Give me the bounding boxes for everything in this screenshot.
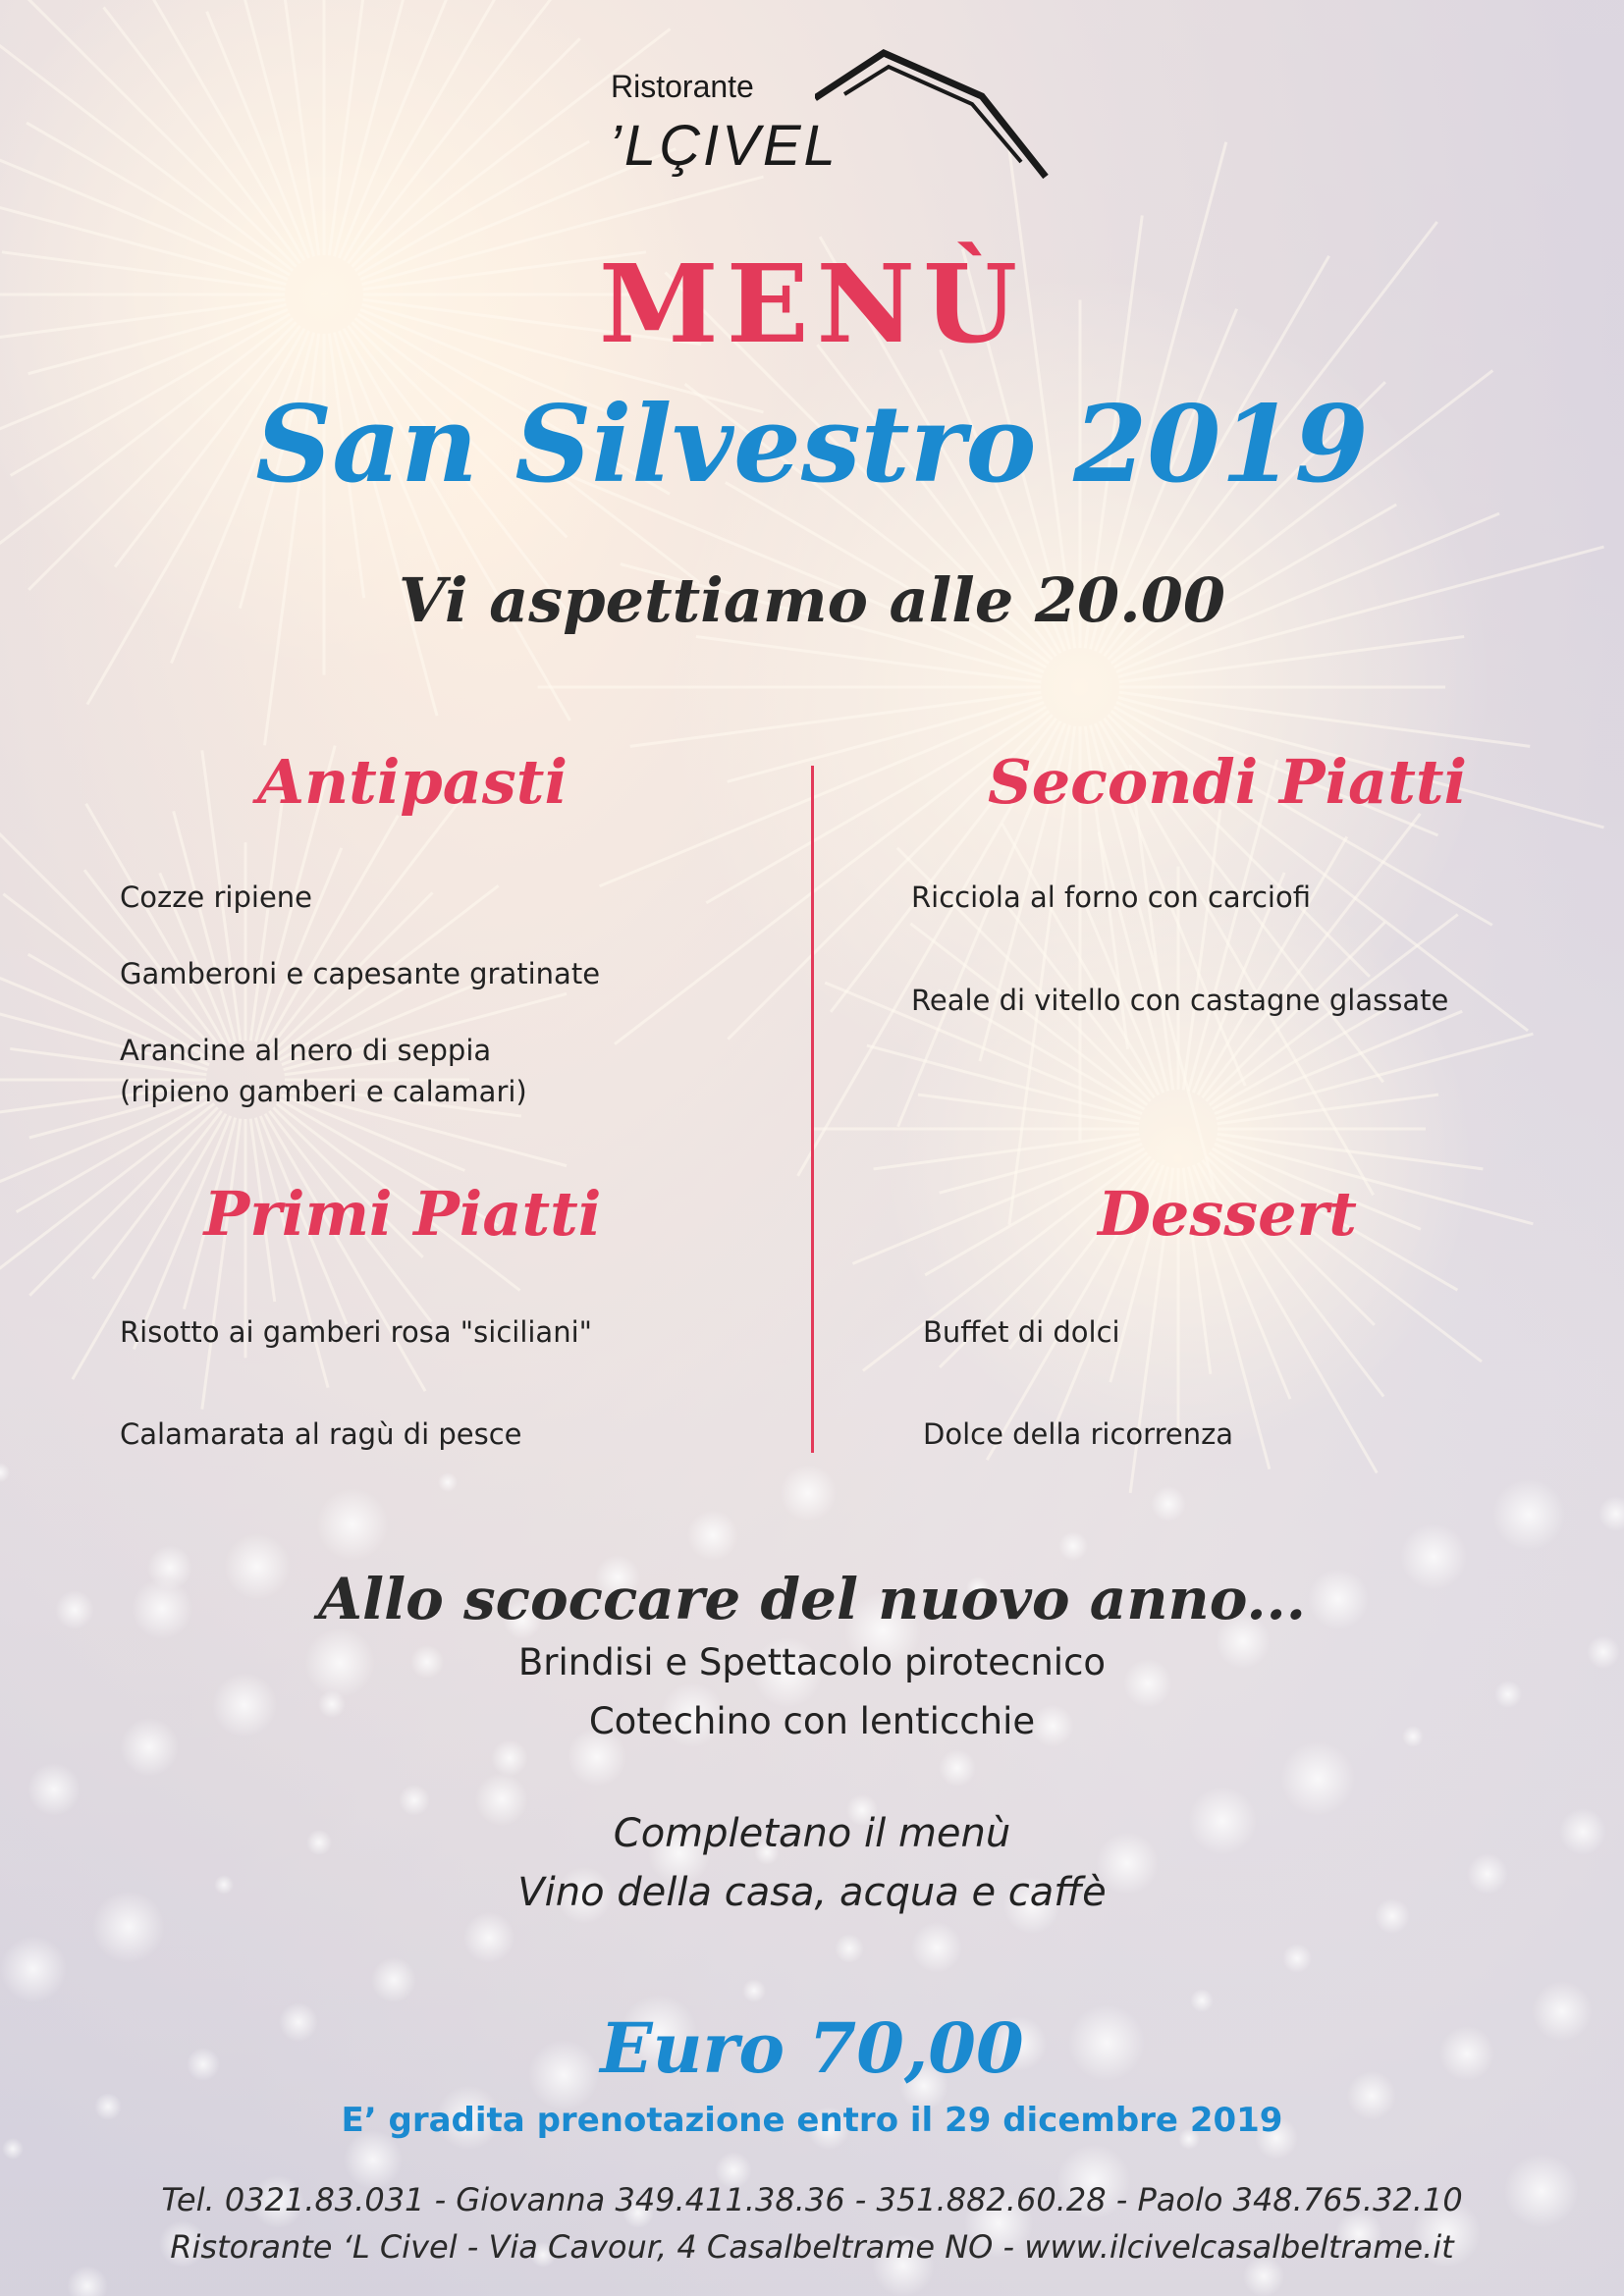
logo-top-line: Ristorante — [611, 69, 754, 104]
event-title: San Silvestro 2019 — [255, 383, 1369, 507]
restaurant-logo — [589, 39, 1051, 206]
midnight-title: Allo scoccare del nuovo anno... — [318, 1566, 1306, 1632]
dish-item: Calamarata al ragù di pesce — [120, 1417, 522, 1451]
price: Euro 70,00 — [600, 2007, 1024, 2089]
course-title-primi: Primi Piatti — [203, 1178, 602, 1250]
footer-phones: Tel. 0321.83.031 - Giovanna 349.411.38.36 - 351.882.60.28 - Paolo 348.765.32.10 — [161, 2181, 1463, 2218]
dish-item: Risotto ai gamberi rosa "siciliani" — [120, 1315, 592, 1349]
dish-item: Ricciola al forno con carciofi — [911, 881, 1311, 914]
dish-item-note: (ripieno gamberi e calamari) — [120, 1075, 527, 1108]
complete-item: Vino della casa, acqua e caffè — [517, 1870, 1107, 1915]
logo-name: ’LÇIVEL — [609, 114, 839, 178]
complete-title: Completano il menù — [613, 1811, 1011, 1856]
course-title-antipasti: Antipasti — [257, 746, 568, 818]
footer-address: Ristorante ‘L Civel - Via Cavour, 4 Casalbeltrame NO - www.ilcivelcasalbeltrame.it — [170, 2228, 1454, 2266]
dish-item: Gamberoni e capesante gratinate — [120, 957, 601, 990]
course-title-secondi: Secondi Piatti — [987, 746, 1468, 818]
course-title-dessert: Dessert — [1098, 1178, 1357, 1250]
dish-item: Reale di vitello con castagne glassate — [911, 984, 1449, 1017]
dish-item: Cozze ripiene — [120, 881, 313, 914]
dish-item: Dolce della ricorrenza — [923, 1417, 1234, 1451]
dish-item: Buffet di dolci — [923, 1315, 1120, 1349]
mountain-roof-icon — [815, 39, 1051, 196]
menu-title: MENÙ — [598, 240, 1026, 367]
booking-note: E’ gradita prenotazione entro il 29 dicembre 2019 — [341, 2101, 1283, 2140]
dish-item: Arancine al nero di seppia — [120, 1034, 492, 1067]
midnight-item: Cotechino con lenticchie — [588, 1700, 1036, 1742]
column-divider — [811, 766, 814, 1453]
midnight-item: Brindisi e Spettacolo pirotecnico — [517, 1641, 1107, 1683]
arrival-time: Vi aspettiamo alle 20.00 — [398, 564, 1226, 636]
